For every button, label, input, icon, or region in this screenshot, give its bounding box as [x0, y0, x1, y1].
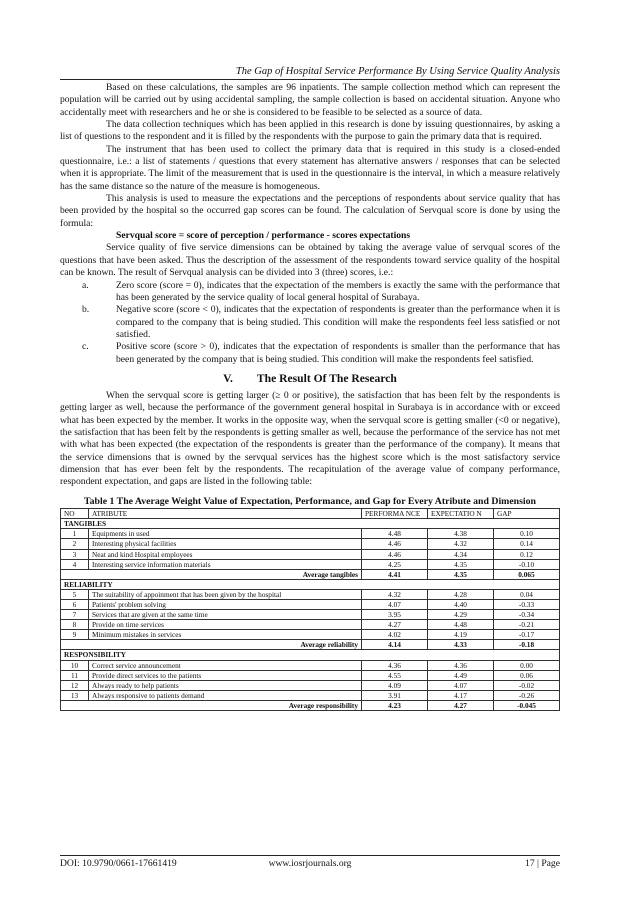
cell-attribute: Correct service announcement [89, 660, 362, 670]
table-header-row [61, 509, 560, 519]
cell-gap: -0.17 [494, 630, 560, 640]
average-label: Average responsibility [61, 700, 362, 710]
cell-performance: 4.07 [362, 600, 428, 610]
cell-expectation: 4.32 [428, 539, 494, 549]
footer-doi: DOI: 10.9790/0661-17661419 [60, 858, 177, 869]
table-row [61, 690, 560, 700]
cell-attribute: Always ready to help patients [89, 680, 362, 690]
list-marker: a. [82, 279, 89, 291]
table-row [61, 680, 560, 690]
table-group-row [61, 579, 560, 589]
cell-expectation: 4.49 [428, 670, 494, 680]
average-gap: -0.045 [494, 700, 560, 710]
cell-no: 7 [61, 610, 89, 620]
cell-expectation: 4.48 [428, 620, 494, 630]
table-row [61, 660, 560, 670]
cell-performance: 4.46 [362, 539, 428, 549]
cell-no: 10 [61, 660, 89, 670]
paragraph-data-collection: The data collection techniques which has been applied in this research is done by issuing questionnaires, by asking a list of questions to the respondent and it is filled by the respondents with the purpose to gain the primary data that is required. [60, 119, 560, 143]
list-marker: b. [82, 304, 90, 316]
cell-gap: 0.06 [494, 670, 560, 680]
cell-attribute: Provide on time services [89, 620, 362, 630]
cell-attribute: Neat and kind Hospital employees [89, 549, 362, 559]
paragraph-analysis: This analysis is used to measure the expectations and the perceptions of respondents about service quality that has been provided by the hospital so the occurred gap scores can be found. The calculation of Servqual score is done by using the formula: [60, 193, 560, 229]
average-expectation: 4.35 [428, 569, 494, 579]
list-item-text: Zero score (score = 0), indicates that the expectation of the members is exactly the same with the performance that has been generated by the service quality of local general hospital of Surabaya. [116, 279, 560, 303]
table-row [61, 600, 560, 610]
cell-expectation: 4.36 [428, 660, 494, 670]
cell-performance: 4.48 [362, 529, 428, 539]
cell-performance: 4.25 [362, 559, 428, 569]
cell-attribute: Interesting service information materials [89, 559, 362, 569]
section-number: V. [223, 371, 233, 385]
cell-attribute: Interesting physical facilities [89, 539, 362, 549]
cell-gap: -0.34 [494, 610, 560, 620]
cell-no: 1 [61, 529, 89, 539]
footer-rule [60, 855, 560, 856]
cell-expectation: 4.17 [428, 690, 494, 700]
paragraph-results: When the servqual score is getting larger (≥ 0 or positive), the satisfaction that has been felt by the respondents is getting larger as well, because the performance of the government general hospital in Surabaya is in accordance with or exceed what has been expected by the member. It works in the opposite way, when the servqual score is getting smaller (<0 or negative), the satisfaction that has been felt by the respondents is getting smaller as well, because the performance of the service has not met with what has been expected (the expectation of the respondents is greater than the performance of the company). It means that the service dimensions that is owned by the servqual services has the highest score which is the most satisfactory service dimension that has ever been felt by the respondents. The recapitulation of the average value of company performance, respondent expectation, and gaps are listed in the following table: [60, 389, 560, 488]
cell-no: 5 [61, 589, 89, 599]
cell-no: 11 [61, 670, 89, 680]
header-expectation: EXPECTATIO N [428, 509, 494, 519]
score-cases-list [60, 280, 560, 366]
cell-attribute: Equipments in used [89, 529, 362, 539]
header-attribute: ATRIBUTE [89, 509, 362, 519]
table-row [61, 630, 560, 640]
servqual-formula: Servqual score = score of perception / performance - scores expectations [116, 230, 411, 242]
cell-expectation: 4.38 [428, 529, 494, 539]
average-gap: -0.18 [494, 640, 560, 650]
cell-performance: 4.27 [362, 620, 428, 630]
cell-performance: 4.36 [362, 660, 428, 670]
cell-no: 4 [61, 559, 89, 569]
cell-no: 12 [61, 680, 89, 690]
servqual-table [60, 508, 560, 711]
table-row [61, 529, 560, 539]
header-performance: PERFORMA NCE [362, 509, 428, 519]
cell-performance: 4.55 [362, 670, 428, 680]
cell-no: 3 [61, 549, 89, 559]
average-performance: 4.14 [362, 640, 428, 650]
cell-performance: 4.09 [362, 680, 428, 690]
average-expectation: 4.27 [428, 700, 494, 710]
table-body [61, 519, 560, 711]
cell-gap: -0.02 [494, 680, 560, 690]
cell-performance: 4.32 [362, 589, 428, 599]
cell-expectation: 4.35 [428, 559, 494, 569]
footer-page-number: 17 | Page [525, 858, 560, 869]
average-label: Average reliability [61, 640, 362, 650]
list-item [60, 280, 560, 305]
average-label: Average tangibles [61, 569, 362, 579]
running-header: The Gap of Hospital Service Performance By Using Service Quality Analysis [235, 66, 560, 77]
list-item-text: Negative score (score < 0), indicates that the expectation of respondents is greater than the performance when it is compared to the company that is being studied. This condition will make the respondents feel less satisfied or not satisfied. [116, 304, 560, 340]
cell-attribute: The suitability of appoinment that has been given by the hospital [89, 589, 362, 599]
table-row [61, 670, 560, 680]
cell-attribute: Minimum mistakes in services [89, 630, 362, 640]
footer-site: www.iosrjournals.org [268, 858, 352, 869]
cell-attribute: Patients' problem solving [89, 600, 362, 610]
cell-attribute: Services that are given at the same time [89, 610, 362, 620]
table-row [61, 610, 560, 620]
table-group-row [61, 650, 560, 660]
average-gap: 0.065 [494, 569, 560, 579]
group-name: RESPONSIBILITY [61, 650, 560, 660]
group-name: TANGIBLES [61, 519, 560, 529]
table-row [61, 589, 560, 599]
cell-gap: 0.04 [494, 589, 560, 599]
cell-expectation: 4.19 [428, 630, 494, 640]
section-heading [60, 372, 560, 386]
cell-no: 13 [61, 690, 89, 700]
cell-performance: 3.91 [362, 690, 428, 700]
cell-attribute: Always responsive to patients demand [89, 690, 362, 700]
cell-performance: 4.46 [362, 549, 428, 559]
list-item-text: Positive score (score > 0), indicates that the expectation of respondents is smaller than the performance that has been generated by the company that is being studied. This condition will make the respondents feel satisfied. [116, 341, 560, 365]
group-name: RELIABILITY [61, 579, 560, 589]
table-row [61, 549, 560, 559]
cell-gap: -0.10 [494, 559, 560, 569]
cell-expectation: 4.07 [428, 680, 494, 690]
paragraph-sampling: Based on these calculations, the samples are 96 inpatients. The sample collection method which can represent the population will be carried out by using accidental sampling, the sample collection is based on accidental situation. Anyone who accidentally meet with researchers and he or she is considered to be feasible to be selected as a source of data. [60, 82, 560, 118]
cell-gap: 0.12 [494, 549, 560, 559]
cell-no: 8 [61, 620, 89, 630]
cell-no: 6 [61, 600, 89, 610]
cell-gap: -0.21 [494, 620, 560, 630]
cell-gap: 0.10 [494, 529, 560, 539]
average-performance: 4.41 [362, 569, 428, 579]
table-row [61, 620, 560, 630]
table-group-row [61, 519, 560, 529]
table-caption: Table 1 The Average Weight Value of Expectation, Performance, and Gap for Every Atribute and Dimension [83, 495, 537, 507]
section-title: The Result Of The Research [256, 371, 397, 385]
average-expectation: 4.33 [428, 640, 494, 650]
list-item [60, 341, 560, 366]
header-no: NO [61, 509, 89, 519]
cell-gap: -0.26 [494, 690, 560, 700]
cell-no: 2 [61, 539, 89, 549]
cell-gap: 0.14 [494, 539, 560, 549]
cell-performance: 4.02 [362, 630, 428, 640]
paragraph-instrument: The instrument that has been used to collect the primary data that is required in this study is a closed-ended questionnaire, i.e.: a list of statements / questions that every statement has alternative answers / responses that can be selected when it is appropriate. The limit of the measurement that is used in the questionnaire is the interval, in which a measure relatively has the same distance so the nature of the measure is homogeneous. [60, 143, 560, 192]
table-average-row [61, 569, 560, 579]
table-row [61, 539, 560, 549]
cell-gap: -0.33 [494, 600, 560, 610]
table-average-row [61, 700, 560, 710]
cell-expectation: 4.34 [428, 549, 494, 559]
header-rule [60, 79, 560, 80]
paragraph-service-quality: Service quality of five service dimensions can be obtained by taking the average value of servqual scores of the questions that have been asked. Thus the description of the assessment of the respondents toward service quality of the hospital can be known. The result of Servqual analysis can be divided into 3 (three) scores, i.e.: [60, 242, 560, 279]
list-marker: c. [82, 341, 89, 353]
average-performance: 4.23 [362, 700, 428, 710]
cell-attribute: Provide direct services to the patients [89, 670, 362, 680]
list-item [60, 304, 560, 341]
cell-gap: 0.00 [494, 660, 560, 670]
table-row [61, 559, 560, 569]
cell-expectation: 4.29 [428, 610, 494, 620]
cell-no: 9 [61, 630, 89, 640]
header-gap: GAP [494, 509, 560, 519]
cell-expectation: 4.40 [428, 600, 494, 610]
table-average-row [61, 640, 560, 650]
cell-performance: 3.95 [362, 610, 428, 620]
page-body [60, 82, 560, 711]
cell-expectation: 4.28 [428, 589, 494, 599]
